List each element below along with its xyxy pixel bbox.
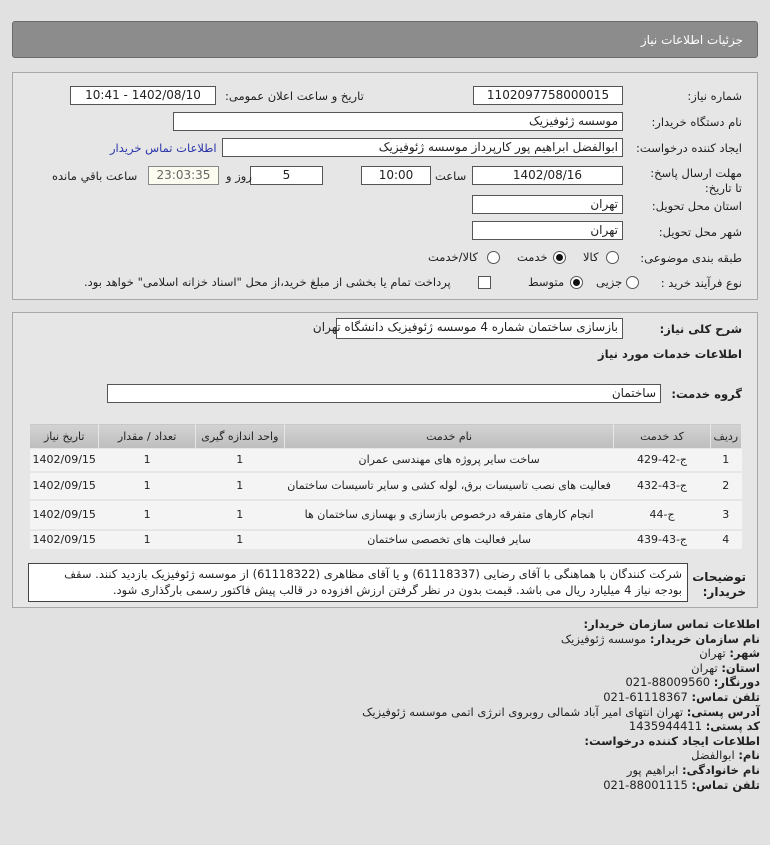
- creator-label: ایجاد کننده درخواست:: [636, 141, 742, 155]
- contact-key: تلفن تماس:: [691, 690, 760, 704]
- unit: 1: [195, 500, 284, 530]
- creator-title: [584, 734, 760, 748]
- buyer-field: موسسه ژئوفیزیک: [173, 112, 623, 131]
- city-field: تهران: [472, 221, 623, 240]
- category-radio-goods[interactable]: [606, 250, 619, 264]
- contact-value: تهران: [699, 646, 726, 661]
- contact-key: دورنگار:: [713, 675, 760, 690]
- city-label: شهر محل تحویل:: [658, 225, 742, 239]
- page-header: [12, 21, 758, 58]
- services-table: [29, 423, 742, 551]
- countdown-field: 23:03:35: [148, 166, 219, 185]
- service-code: ج-42-429: [614, 449, 710, 472]
- contact-item: [629, 719, 760, 733]
- table-row: [30, 500, 742, 530]
- need-date: 1402/09/15: [30, 530, 99, 550]
- quantity: 1: [99, 530, 195, 550]
- contact-key: کد پستی:: [705, 719, 760, 734]
- deadline-date-field: 1402/08/16: [472, 166, 623, 185]
- service-name: انجام کارهای متفرقه درخصوص بازسازی و بهسازی ساختمان ها: [284, 500, 614, 530]
- unit: 1: [195, 530, 284, 550]
- contact-value: موسسه ژئوفیزیک: [560, 631, 647, 646]
- contact-value: تهران: [691, 660, 718, 675]
- notes-field: شرکت کنندگان با هماهنگی با آقای رضایی (61118337) و یا آقای مظاهری (61118322) از موسسه ژئوفیزیک بازدید کنند. سقف بودجه نیاز 4 میلیارد ریال می باشد. قیمت بدون در نظر گرفتن ارزش افزوده در قالب پیش فاکتور رسمی بارگذاری شود.: [28, 563, 688, 602]
- need-date: 1402/09/15: [30, 472, 99, 500]
- service-code: ج-43-432: [614, 472, 710, 500]
- remaining-label: ساعت باقي مانده: [52, 169, 138, 183]
- creator-item: [627, 763, 760, 777]
- contact-value: ابراهیم پور: [626, 763, 679, 777]
- contact-item: [691, 661, 760, 675]
- deadline-label: مهلت ارسال پاسخ: تا تاریخ:: [650, 166, 742, 195]
- contact-key: نام:: [738, 748, 760, 763]
- contact-key: استان:: [721, 660, 760, 675]
- contact-key: تلفن تماس:: [691, 777, 760, 792]
- col-date: تاریخ نیاز: [30, 424, 99, 449]
- need-number-label: شماره نیاز:: [687, 89, 742, 103]
- announce-label: تاریخ و ساعت اعلان عمومی:: [225, 89, 364, 103]
- contact-item: [561, 632, 760, 646]
- process-label: نوع فرآیند خرید :: [660, 276, 742, 290]
- col-qty: تعداد / مقدار: [99, 424, 195, 449]
- deadline-time-field: 10:00: [361, 166, 431, 185]
- category-option-goods: کالا: [583, 250, 599, 264]
- need-date: 1402/09/15: [30, 449, 99, 472]
- contact-item: [625, 675, 760, 689]
- time-label: ساعت: [435, 169, 467, 183]
- contact-value: 61118367-021: [603, 690, 688, 704]
- table-row: [30, 449, 742, 472]
- contact-value: 88001115-021: [603, 777, 688, 792]
- notes-label: توضیحات خریدار:: [692, 570, 746, 599]
- contact-title: [583, 617, 760, 631]
- service-group-field: ساختمان: [107, 384, 661, 403]
- category-label: طبقه بندی موضوعی:: [640, 251, 742, 265]
- service-code: ج-43-439: [614, 530, 710, 550]
- creator-item: [691, 748, 760, 762]
- row-number: 2: [710, 472, 741, 500]
- contact-key: شهر:: [729, 646, 760, 661]
- category-radio-goods-service[interactable]: [487, 250, 500, 264]
- contact-value: ابوالفضل: [691, 748, 735, 763]
- table-row: [30, 530, 742, 550]
- contact-item: [699, 646, 760, 660]
- province-label: استان محل تحویل:: [651, 199, 742, 213]
- contact-item: [603, 690, 760, 704]
- service-name: فعالیت های نصب تاسیسات برق، لوله کشی و سایر تاسیسات ساختمان: [284, 472, 614, 500]
- page-title: جزئیات اطلاعات نیاز: [640, 33, 743, 47]
- quantity: 1: [99, 500, 195, 530]
- process-option-medium: متوسط: [528, 275, 565, 289]
- col-code: کد خدمت: [614, 424, 710, 449]
- process-option-minor: جزیی: [596, 275, 623, 289]
- contact-value: 88009560-021: [625, 675, 711, 690]
- service-name: ساخت سایر پروژه های مهندسی عمران: [284, 449, 614, 472]
- service-group-label: گروه خدمت:: [671, 387, 742, 401]
- table-row: [30, 472, 742, 500]
- quantity: 1: [99, 449, 195, 472]
- row-number: 1: [710, 449, 741, 472]
- contact-value: 1435944411: [628, 719, 703, 734]
- payment-checkbox[interactable]: [478, 275, 491, 289]
- days-field: 5: [250, 166, 323, 185]
- row-number: 4: [710, 530, 741, 550]
- row-number: 3: [710, 500, 741, 530]
- services-title: اطلاعات خدمات مورد نیاز: [598, 347, 742, 361]
- contact-key: نام سازمان خریدار:: [649, 631, 760, 646]
- summary-field: بازسازی ساختمان شماره 4 موسسه ژئوفیزیک دانشگاه تهران: [336, 318, 623, 339]
- col-row: ردیف: [710, 424, 741, 449]
- service-name: سایر فعالیت های تخصصی ساختمان: [284, 530, 614, 550]
- col-unit: واحد اندازه گیری: [195, 424, 284, 449]
- announce-field: 1402/08/10 - 10:41: [70, 86, 216, 105]
- category-option-goods-service: کالا/خدمت: [428, 250, 479, 264]
- category-radio-service[interactable]: [553, 250, 566, 264]
- contact-key: آدرس پستی:: [686, 704, 760, 719]
- unit: 1: [195, 472, 284, 500]
- contact-value: تهران انتهای امیر آباد شمالی روبروی انرژی اتمی موسسه ژئوفیزیک: [362, 704, 684, 719]
- contact-key: نام خانوادگی:: [682, 763, 760, 777]
- col-name: نام خدمت: [284, 424, 614, 449]
- province-field: تهران: [472, 195, 623, 214]
- payment-note: پرداخت تمام یا بخشی از مبلغ خرید،از محل "اسناد خزانه اسلامی" خواهد بود.: [84, 275, 451, 289]
- contact-key: اطلاعات تماس سازمان خریدار:: [583, 617, 760, 631]
- process-radio-medium[interactable]: [570, 275, 583, 289]
- creator-field: ابوالفضل ابراهیم پور کارپرداز موسسه ژئوفیزیک: [222, 138, 623, 157]
- creator-item: [603, 778, 760, 792]
- contact-item: [362, 705, 760, 719]
- contact-key: اطلاعات ایجاد کننده درخواست:: [584, 733, 760, 748]
- days-label: روز و: [226, 169, 252, 183]
- need-date: 1402/09/15: [30, 500, 99, 530]
- service-code: ج-44: [614, 500, 710, 530]
- buyer-label: نام دستگاه خریدار:: [651, 115, 742, 129]
- category-option-service: خدمت: [517, 250, 548, 264]
- quantity: 1: [99, 472, 195, 500]
- summary-label: شرح کلی نیاز:: [659, 322, 742, 336]
- need-number-field: 1102097758000015: [473, 86, 623, 105]
- process-radio-minor[interactable]: [626, 275, 639, 289]
- unit: 1: [195, 449, 284, 472]
- buyer-contact-link[interactable]: اطلاعات تماس خریدار: [110, 141, 217, 155]
